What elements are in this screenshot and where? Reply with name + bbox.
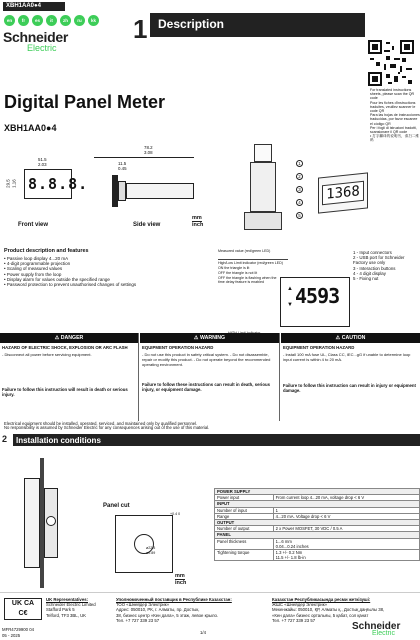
legend-item: 4 - 4 digit display [353, 270, 386, 276]
front-view-label: Front view [18, 222, 49, 228]
legend-item: 2 - USB port for Schneider Factory use only [353, 255, 405, 266]
iso-callout: 4 [296, 199, 303, 206]
panel-cut-dim-in: ø0.89 [146, 551, 156, 555]
spec-key: Range [215, 513, 274, 519]
section-title: Description [150, 13, 365, 37]
uk-rep-line: Stafford Park 5 [46, 607, 75, 613]
legend-item: 5 - Fixing nut [353, 276, 379, 282]
meter-iso-digits: 1368 [322, 181, 364, 205]
side-view-label: Side view [133, 222, 161, 228]
hazard-sub: EQUIPMENT OPERATION HAZARD [142, 345, 214, 350]
spec-value: 2 x Power MOSFET, 30 VDC / 0.5 A [273, 526, 419, 532]
table-row [215, 550, 420, 561]
meter-iso-display [318, 172, 368, 213]
lang-zh[interactable]: zh [60, 15, 71, 26]
kz-supplier-kk [272, 597, 418, 623]
spec-group: PANEL [215, 532, 420, 538]
feature-item: • Power supply from the loop [4, 271, 62, 277]
front-display: 8.8.8. [28, 175, 89, 193]
model-tag: XBH1AA0●4 [3, 2, 65, 11]
doc-number: MFR4729900 04 [2, 627, 35, 632]
kz-line: ЖШС «Шнейдер Электрик» [272, 602, 327, 608]
feature-item: • Passive loop display 4...20 mA [4, 256, 69, 261]
state-on: ON the triangle is lit [218, 266, 250, 270]
hazard-head: ⚠ WARNING [140, 333, 279, 343]
qr-notes [370, 88, 420, 143]
side-view-drawing [88, 145, 198, 220]
section-number: 1 [133, 14, 148, 44]
spec-table [214, 488, 420, 561]
install-nut [46, 516, 56, 526]
feature-item: • Display alarm for values outside the specified range [4, 276, 110, 282]
section2-title: Installation conditions [13, 434, 420, 446]
elec-note-line: No responsibility is assumed by Schneider Electric for any consequences arising out of the use of this material. [4, 425, 210, 431]
lang-en[interactable]: en [4, 15, 15, 26]
unit-inch: inch [192, 222, 204, 228]
footer-brand-logo [352, 621, 418, 637]
doc-date: 05 - 2025 [2, 633, 21, 638]
front-dim-height-in: 1.16 [11, 179, 17, 188]
brand-sub: Electric [27, 43, 57, 53]
iso-callout: 1 [296, 160, 303, 167]
iso-connector [254, 144, 272, 162]
hazard-warning [140, 333, 280, 421]
kz-line: 38, бизнес центр «Кен дала», 5 этаж, левое крыло. [116, 612, 219, 618]
hazard-fail: Failure to follow these instructions can result in death, serious injury, or equipment damage. [142, 382, 270, 393]
feature-list [4, 256, 204, 287]
hazard-head: ⚠ CAUTION [281, 333, 420, 343]
lang-es[interactable]: es [32, 15, 43, 26]
model-number: XBH1AA0●4 [4, 123, 57, 133]
qr-note: Para las hojas de instrucciones traducidas, por favor escanee el código QR [370, 113, 420, 126]
panel-cut-dim-mm: ø22.5 [146, 546, 156, 550]
kz-title: Уполномоченный поставщик в Республике Казахстан: [116, 597, 232, 602]
footer [0, 592, 420, 640]
spec-value: From current loop 4...20 mA, voltage drop < 6 V [273, 495, 419, 501]
front-view-drawing [5, 155, 89, 205]
spec-group: OUTPUT [215, 520, 420, 526]
iso-callout: 3 [296, 186, 303, 193]
iso-callouts [296, 160, 306, 219]
front-panel [24, 169, 89, 199]
feature-item: • Scaling of measured values [4, 266, 63, 272]
side-nut [118, 181, 126, 201]
electrical-note [4, 422, 414, 430]
kz-line: «Кен дала» бизнес орталығы, 5 қабат, сол қанат [272, 612, 369, 618]
hilo-label: High/Low Limit indicator (red/green LED) [218, 259, 288, 265]
lang-it[interactable]: it [46, 15, 57, 26]
high-triangle-icon: ▲ [287, 286, 293, 292]
meter-front-face [280, 277, 350, 327]
hazard-text: - Install 100 mA fuse UL, Class CC, IEC...gG if unable to determine loop input current is within 4 to 20 mA. [283, 352, 411, 362]
kz-supplier-ru [116, 597, 251, 623]
side-dim-a-mm: 11.5 [118, 161, 127, 166]
spec-value: 1...6 mm 0.04...0.24 inches [273, 538, 419, 549]
qr-note: Per i fogli di istruzioni tradotti, scansionare il QR code [370, 125, 417, 135]
product-iso-image [232, 142, 292, 237]
panel-cut-tolerance: +0.4 0 [170, 512, 181, 516]
kz-line: Тел. +7 727 339 23 57 [116, 617, 160, 623]
installation-drawing [0, 450, 210, 590]
install-body-front [24, 478, 40, 568]
kz-line: Мекенжайы: 050010, ҚР, Алматы қ., Достық даңғылы 38, [272, 607, 385, 613]
hazard-danger [0, 333, 139, 421]
legend-list [353, 250, 419, 281]
low-triangle-icon: ▼ [287, 302, 293, 308]
side-body [126, 183, 194, 199]
unit-mm: mm [192, 215, 202, 221]
spec-group: POWER SUPPLY [215, 489, 420, 495]
spec-group: INPUT [215, 501, 420, 507]
qr-note: For translated instructions sheets, please scan the QR code [370, 88, 415, 101]
unit-mm-2: mm [175, 573, 185, 579]
uk-rep [46, 597, 126, 618]
hazard-text: - Disconnect all power before servicing equipment. [2, 352, 92, 357]
spec-value: 1 [273, 507, 419, 513]
front-dim-width-in: 2.03 [38, 162, 47, 167]
spec-value: 4...20 mA. Voltage drop < 6 V [273, 513, 419, 519]
qr-code[interactable] [368, 40, 414, 86]
iso-nut [244, 212, 282, 230]
panel-cut-box [115, 515, 173, 573]
lang-ru[interactable]: ru [74, 15, 85, 26]
kz-line: Тел. +7 727 339 23 57 [272, 617, 316, 623]
uk-rep-title: UK Representatives: [46, 597, 89, 602]
section2-number: 2 [2, 434, 12, 446]
install-side-image [10, 458, 80, 588]
product-desc-title: Product description and features [4, 248, 89, 254]
hazard-head: ⚠ DANGER [0, 333, 138, 343]
page-title: Digital Panel Meter [4, 92, 166, 112]
uk-rep-line: Schneider Electric Limited [46, 602, 96, 608]
dim-line [94, 157, 194, 158]
unit-inch-2: inch [175, 580, 187, 586]
kz-line: ТОО «Шнейдер Электрик» [116, 602, 170, 608]
hazard-panel [0, 333, 420, 423]
feature-item: • Password protection to prevent unauthorised changes of settings [4, 282, 137, 288]
kz-line: Адрес: 050010, РК, г. Алматы, пр. Достык, [116, 607, 200, 613]
spec-key: Panel thickness [215, 538, 274, 549]
brand-logo [3, 29, 99, 55]
measured-label: Measured value (red/green LED) [218, 249, 271, 253]
ukca-ce-mark-icon: UK CA C€ [4, 598, 42, 620]
spec-key: Tightening torque [215, 550, 274, 561]
footer-brand-name: Schneider [352, 621, 401, 632]
feature-item: • 4-digit programmable projection [4, 261, 71, 267]
hazard-sub: EQUIPMENT OPERATION HAZARD [283, 345, 355, 350]
spec-key: Power input [215, 495, 274, 501]
front-dim-width-mm: 51.5 [38, 157, 47, 162]
side-dim-length-in: 3.08 [144, 150, 153, 155]
qr-note: Pour les fiches d'instructions traduites, veuillez scanner le code QR [370, 100, 416, 114]
side-dim-a-in: 0.45 [118, 166, 127, 171]
spec-key: Number of output [215, 526, 274, 532]
lang-kk[interactable]: kk [88, 15, 99, 26]
footer-brand-sub: Electric [372, 630, 395, 637]
state-flash: OFF the triangle is flashing when the time delay feature is enabled [218, 276, 277, 285]
iso-callout: 2 [296, 173, 303, 180]
spec-key: Number of input [215, 507, 274, 513]
spec-value: 1.3 +/- 0.2 Nm 11.5 +/- 1.8 lb-in [273, 550, 419, 561]
brand-name: Schneider [3, 29, 68, 45]
front-dim-height-mm: 29.5 [5, 179, 11, 188]
kz-title: Казахстан Республикасында ресми жеткізуші: [272, 597, 371, 602]
hazard-fail: Failure to follow this instruction can result in injury or equipment damage. [283, 382, 416, 393]
iso-body [250, 162, 276, 212]
legend-item: 3 - Interaction buttons [353, 265, 396, 271]
hazard-fail: Failure to follow this instruction will result in death or serious injury. [2, 386, 128, 397]
lang-fr[interactable]: fr [18, 15, 29, 26]
table-row [215, 538, 420, 549]
page-number: 1/4 [200, 630, 206, 635]
qr-note: • 打字翻译的说明书，请扫二维码 [370, 134, 419, 143]
hazard-sub: HAZARD OF ELECTRIC SHOCK, EXPLOSION OR ARC FLASH [2, 345, 128, 350]
meter-front-digits: 4593 [295, 284, 340, 308]
hazard-text: - Do not use this product in safety critical system. - Do not disassemble, repair or modify this product. - Do not operate beyond the recommended operating environment. [142, 352, 271, 367]
uk-rep-line: Telford, TF3 3BL, UK [46, 612, 87, 618]
legend-item: 1 - Input connectors [353, 250, 392, 255]
iso-callout: 5 [296, 212, 303, 219]
side-dim-length-mm: 78.2 [144, 145, 153, 150]
elec-note-line: Electrical equipment should be installed, operated, serviced, and maintained only by qualified personnel. [4, 421, 198, 426]
panel-cut-label: Panel cut [103, 503, 130, 509]
hazard-caution [281, 333, 420, 421]
state-off: OFF the triangle is not lit [218, 271, 258, 275]
